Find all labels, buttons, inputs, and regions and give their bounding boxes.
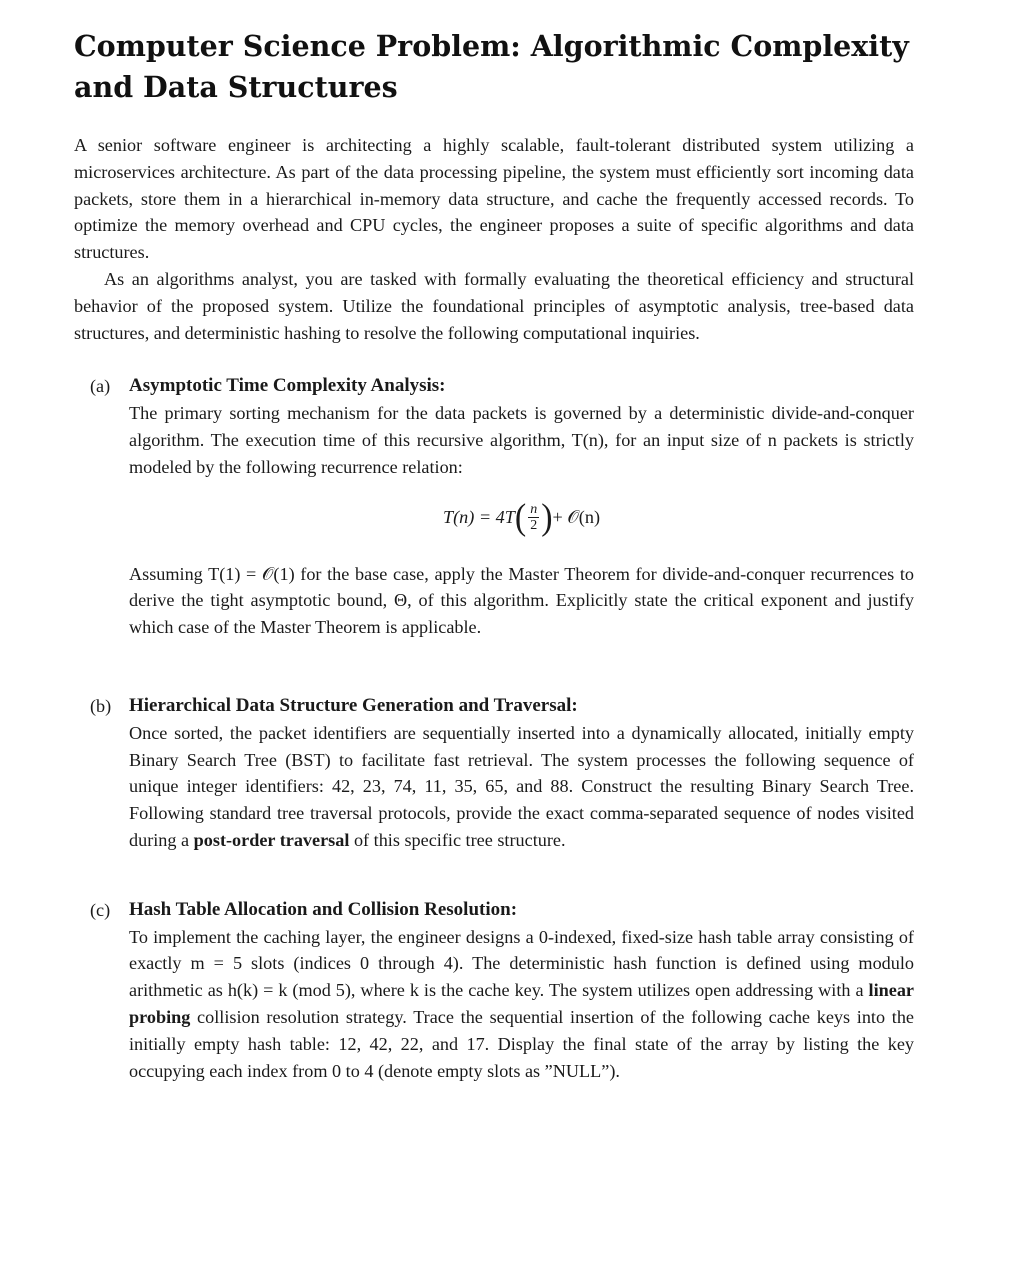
part-c-text bbox=[129, 924, 914, 1085]
fraction-denominator: 2 bbox=[530, 518, 538, 534]
part-b-text bbox=[129, 720, 914, 854]
part-b-title: Hierarchical Data Structure Generation and Traversal: bbox=[129, 694, 578, 716]
part-b bbox=[74, 693, 914, 854]
part-b-text-after: of this specific tree structure. bbox=[349, 829, 566, 850]
part-c-text-before: To implement the caching layer, the engineer designs a 0-indexed, fixed-size hash table array consisting of exactly m = 5 slots (indices 0 through 4). The deterministic hash function is defined using modulo arithmetic as h(k) = k (mod 5), where k is the cache key. The system utilizes open addressing with a bbox=[129, 926, 914, 1001]
question-parts bbox=[74, 373, 914, 1084]
part-b-bold-term: post-order traversal bbox=[193, 829, 350, 850]
part-a bbox=[74, 373, 914, 641]
equation-right-paren: ) bbox=[541, 496, 553, 538]
recurrence-equation bbox=[129, 483, 914, 553]
part-a-title: Asymptotic Time Complexity Analysis: bbox=[129, 375, 446, 397]
part-a-text-2: Assuming T(1) = 𝒪(1) for the base case, apply the Master Theorem for divide-and-conquer recurrences to derive the tight asymptotic bound, Θ, of this algorithm. Explicitly state the critical exponent and justify which case of the Master Theorem is applicable. bbox=[129, 563, 914, 638]
part-a-text-1: The primary sorting mechanism for the data packets is governed by a deterministic divide-and-conquer algorithm. The execution time of this recursive algorithm, T(n), for an input size of n packets is strictly modeled by the following recurrence relation: bbox=[129, 403, 914, 477]
equation-fraction bbox=[528, 502, 539, 533]
intro-paragraph-1: A senior software engineer is architecting a highly scalable, fault-tolerant distributed system utilizing a microservices architecture. As part of the data processing pipeline, the system must efficiently sort incoming data packets, store them in a hierarchical in-memory data structure, and cache the frequently accessed records. To optimize the memory overhead and CPU cycles, the engineer proposes a suite of specific algorithms and data structures. bbox=[74, 135, 914, 263]
fraction-numerator: n bbox=[530, 502, 538, 518]
equation-left-paren: ( bbox=[514, 496, 527, 538]
part-a-label: (a) bbox=[90, 376, 111, 397]
part-c bbox=[74, 897, 914, 1085]
part-b-text-before: Once sorted, the packet identifiers are sequentially inserted into a dynamically allocated, initially empty Binary Search Tree (BST) to facilitate fast retrieval. The system processes the following sequence of unique integer identifiers: 42, 23, 74, 11, 35, 65, and 88. Construct the resulting Binary Search Tree. Following standard tree traversal protocols, provide the exact comma-separated sequence of nodes visited during a bbox=[129, 722, 914, 850]
equation-lhs: T(n) = 4T bbox=[442, 507, 515, 528]
part-c-bold-term: linear probing bbox=[129, 980, 914, 1027]
part-c-title: Hash Table Allocation and Collision Resolution: bbox=[129, 898, 518, 920]
page-title: Computer Science Problem: Algorithmic Complexity and Data Structures bbox=[74, 29, 909, 104]
part-c-text-after: collision resolution strategy. Trace the sequential insertion of the following cache keys into the initially empty hash table: 12, 42, 22, and 17. Display the final state of the array by listing the key occupying each index from 0 to 4 (denote empty slots as ”NULL”). bbox=[129, 1006, 914, 1081]
equation-rhs: + 𝒪(n) bbox=[552, 507, 601, 528]
intro-paragraph-2: As an algorithms analyst, you are tasked with formally evaluating the theoretical efficiency and structural behavior of the proposed system. Utilize the foundational principles of asymptotic analysis, tree-based data structures, and deterministic hashing to resolve the following computational inquiries. bbox=[74, 268, 914, 343]
part-c-label: (c) bbox=[90, 899, 111, 920]
part-b-label: (b) bbox=[90, 695, 112, 716]
